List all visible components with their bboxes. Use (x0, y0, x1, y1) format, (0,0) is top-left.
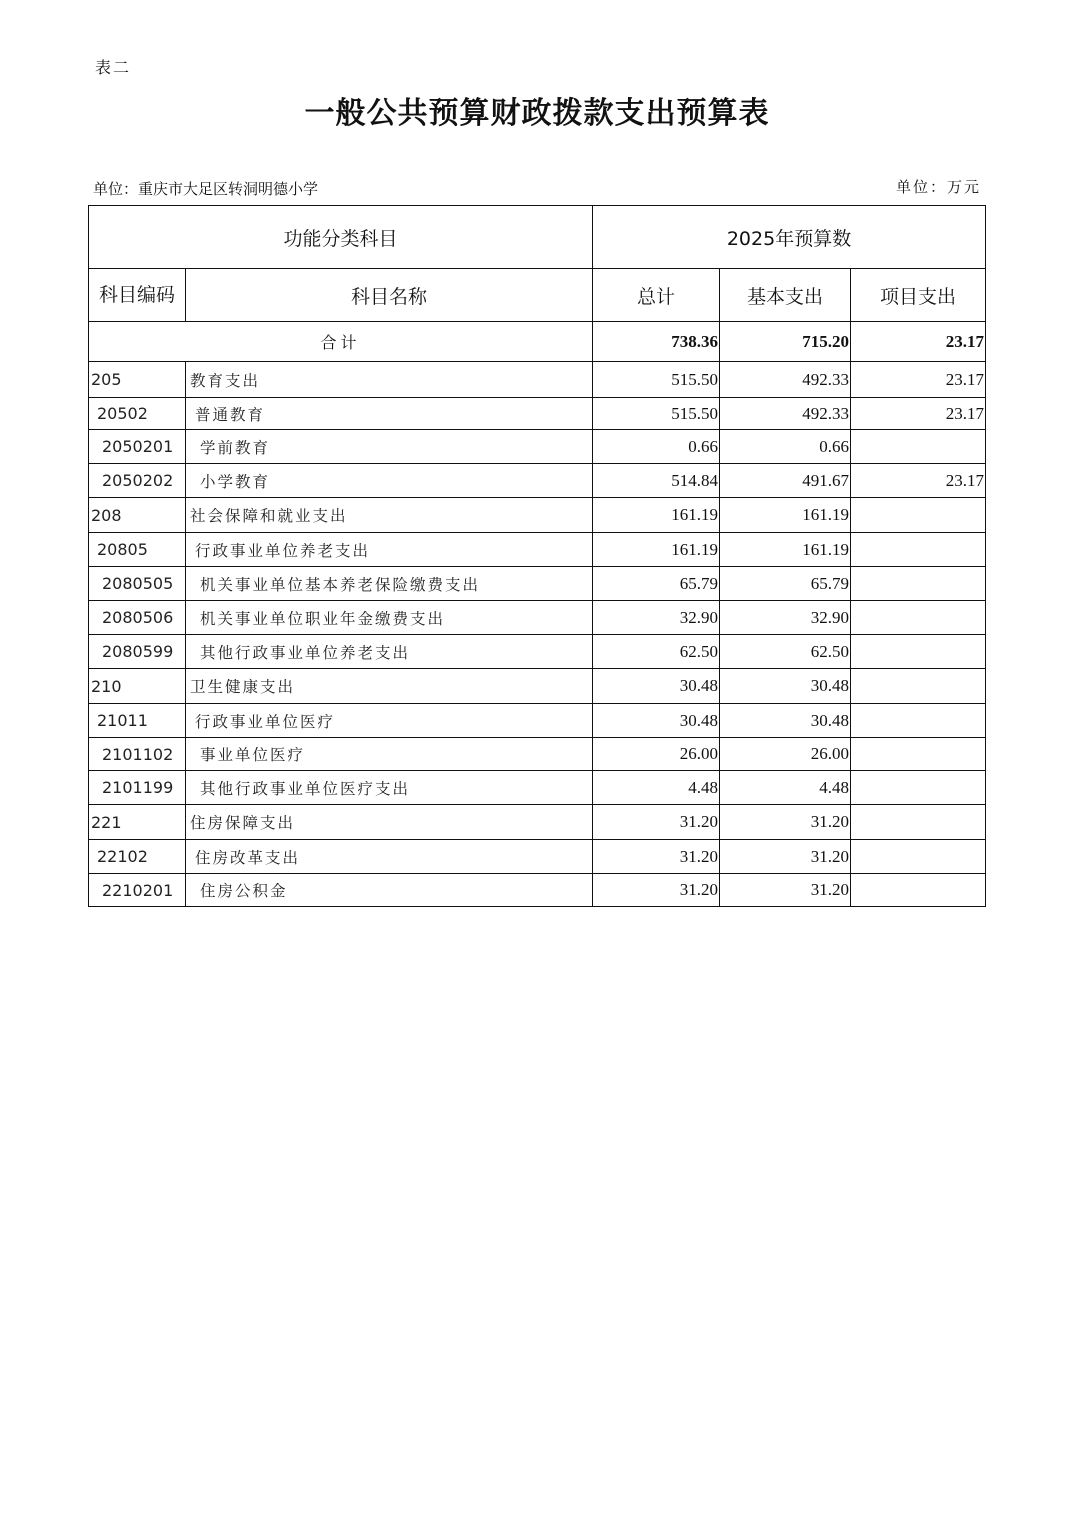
row-name: 卫生健康支出 (186, 669, 593, 704)
row-project (851, 567, 986, 601)
row-basic: 26.00 (720, 738, 851, 771)
row-name: 教育支出 (186, 362, 593, 398)
row-basic: 4.48 (720, 771, 851, 805)
header-group-row (89, 206, 986, 269)
row-code: 20805 (89, 533, 186, 567)
row-basic: 31.20 (720, 840, 851, 874)
row-code: 205 (89, 362, 186, 398)
row-basic: 30.48 (720, 669, 851, 704)
row-total: 65.79 (593, 567, 720, 601)
table-row (89, 430, 986, 464)
row-name: 机关事业单位基本养老保险缴费支出 (186, 567, 593, 601)
row-project (851, 771, 986, 805)
row-name: 行政事业单位养老支出 (186, 533, 593, 567)
total-project: 23.17 (851, 322, 986, 362)
row-project (851, 430, 986, 464)
row-total: 515.50 (593, 362, 720, 398)
table-number: 表二 (95, 58, 132, 77)
row-project (851, 498, 986, 533)
table-row (89, 398, 986, 430)
row-code: 210 (89, 669, 186, 704)
row-total: 32.90 (593, 601, 720, 635)
row-project (851, 738, 986, 771)
row-project (851, 669, 986, 704)
row-basic: 491.67 (720, 464, 851, 498)
table-row (89, 567, 986, 601)
row-total: 31.20 (593, 874, 720, 907)
page-title: 一般公共预算财政拨款支出预算表 (304, 96, 770, 131)
row-basic: 492.33 (720, 362, 851, 398)
row-basic: 62.50 (720, 635, 851, 669)
table-row (89, 464, 986, 498)
row-project: 23.17 (851, 398, 986, 430)
row-name: 其他行政事业单位养老支出 (186, 635, 593, 669)
row-project (851, 874, 986, 907)
row-total: 30.48 (593, 704, 720, 738)
row-code: 2080599 (89, 635, 186, 669)
row-total: 161.19 (593, 498, 720, 533)
row-basic: 32.90 (720, 601, 851, 635)
row-basic: 161.19 (720, 533, 851, 567)
total-label: 合计 (89, 322, 593, 362)
row-code: 2080505 (89, 567, 186, 601)
table-row (89, 601, 986, 635)
header-budget-2025: 2025年预算数 (593, 206, 986, 269)
row-code: 2101199 (89, 771, 186, 805)
row-code: 221 (89, 805, 186, 840)
row-name: 住房公积金 (186, 874, 593, 907)
row-basic: 161.19 (720, 498, 851, 533)
row-project (851, 704, 986, 738)
row-name: 小学教育 (186, 464, 593, 498)
row-code: 21011 (89, 704, 186, 738)
row-total: 515.50 (593, 398, 720, 430)
row-name: 机关事业单位职业年金缴费支出 (186, 601, 593, 635)
row-basic: 65.79 (720, 567, 851, 601)
row-total: 26.00 (593, 738, 720, 771)
row-basic: 492.33 (720, 398, 851, 430)
table-row (89, 874, 986, 907)
table-row (89, 738, 986, 771)
row-code: 22102 (89, 840, 186, 874)
row-code: 2080506 (89, 601, 186, 635)
row-name: 学前教育 (186, 430, 593, 464)
row-total: 31.20 (593, 840, 720, 874)
row-total: 0.66 (593, 430, 720, 464)
header-total: 总计 (593, 269, 720, 322)
row-project (851, 601, 986, 635)
row-project (851, 840, 986, 874)
row-total: 514.84 (593, 464, 720, 498)
table-row (89, 533, 986, 567)
header-subject-code: 科目编码 (89, 269, 186, 322)
header-basic-expenditure: 基本支出 (720, 269, 851, 322)
row-name: 行政事业单位医疗 (186, 704, 593, 738)
total-sum: 738.36 (593, 322, 720, 362)
row-code: 2101102 (89, 738, 186, 771)
row-total: 161.19 (593, 533, 720, 567)
row-name: 住房改革支出 (186, 840, 593, 874)
table-row (89, 840, 986, 874)
row-code: 20502 (89, 398, 186, 430)
row-name: 住房保障支出 (186, 805, 593, 840)
table-row (89, 362, 986, 398)
table-row (89, 635, 986, 669)
row-total: 4.48 (593, 771, 720, 805)
header-function-classification: 功能分类科目 (89, 206, 593, 269)
row-total: 31.20 (593, 805, 720, 840)
header-subject-name: 科目名称 (186, 269, 593, 322)
total-row (89, 322, 986, 362)
header-project-expenditure: 项目支出 (851, 269, 986, 322)
row-project (851, 805, 986, 840)
row-project (851, 533, 986, 567)
row-basic: 0.66 (720, 430, 851, 464)
row-basic: 30.48 (720, 704, 851, 738)
table-row (89, 498, 986, 533)
row-basic: 31.20 (720, 874, 851, 907)
unit-currency: 单位：万元 (895, 178, 981, 196)
row-name: 普通教育 (186, 398, 593, 430)
row-code: 208 (89, 498, 186, 533)
unit-organization: 单位：重庆市大足区转洞明德小学 (93, 180, 319, 198)
row-project: 23.17 (851, 362, 986, 398)
row-name: 社会保障和就业支出 (186, 498, 593, 533)
header-column-row (89, 269, 986, 322)
table-row (89, 704, 986, 738)
table-row (89, 805, 986, 840)
row-basic: 31.20 (720, 805, 851, 840)
budget-table (88, 205, 986, 907)
table-row (89, 669, 986, 704)
row-project (851, 635, 986, 669)
row-code: 2210201 (89, 874, 186, 907)
total-basic: 715.20 (720, 322, 851, 362)
row-code: 2050202 (89, 464, 186, 498)
row-name: 事业单位医疗 (186, 738, 593, 771)
row-name: 其他行政事业单位医疗支出 (186, 771, 593, 805)
row-project: 23.17 (851, 464, 986, 498)
row-total: 30.48 (593, 669, 720, 704)
table-row (89, 771, 986, 805)
row-code: 2050201 (89, 430, 186, 464)
row-total: 62.50 (593, 635, 720, 669)
